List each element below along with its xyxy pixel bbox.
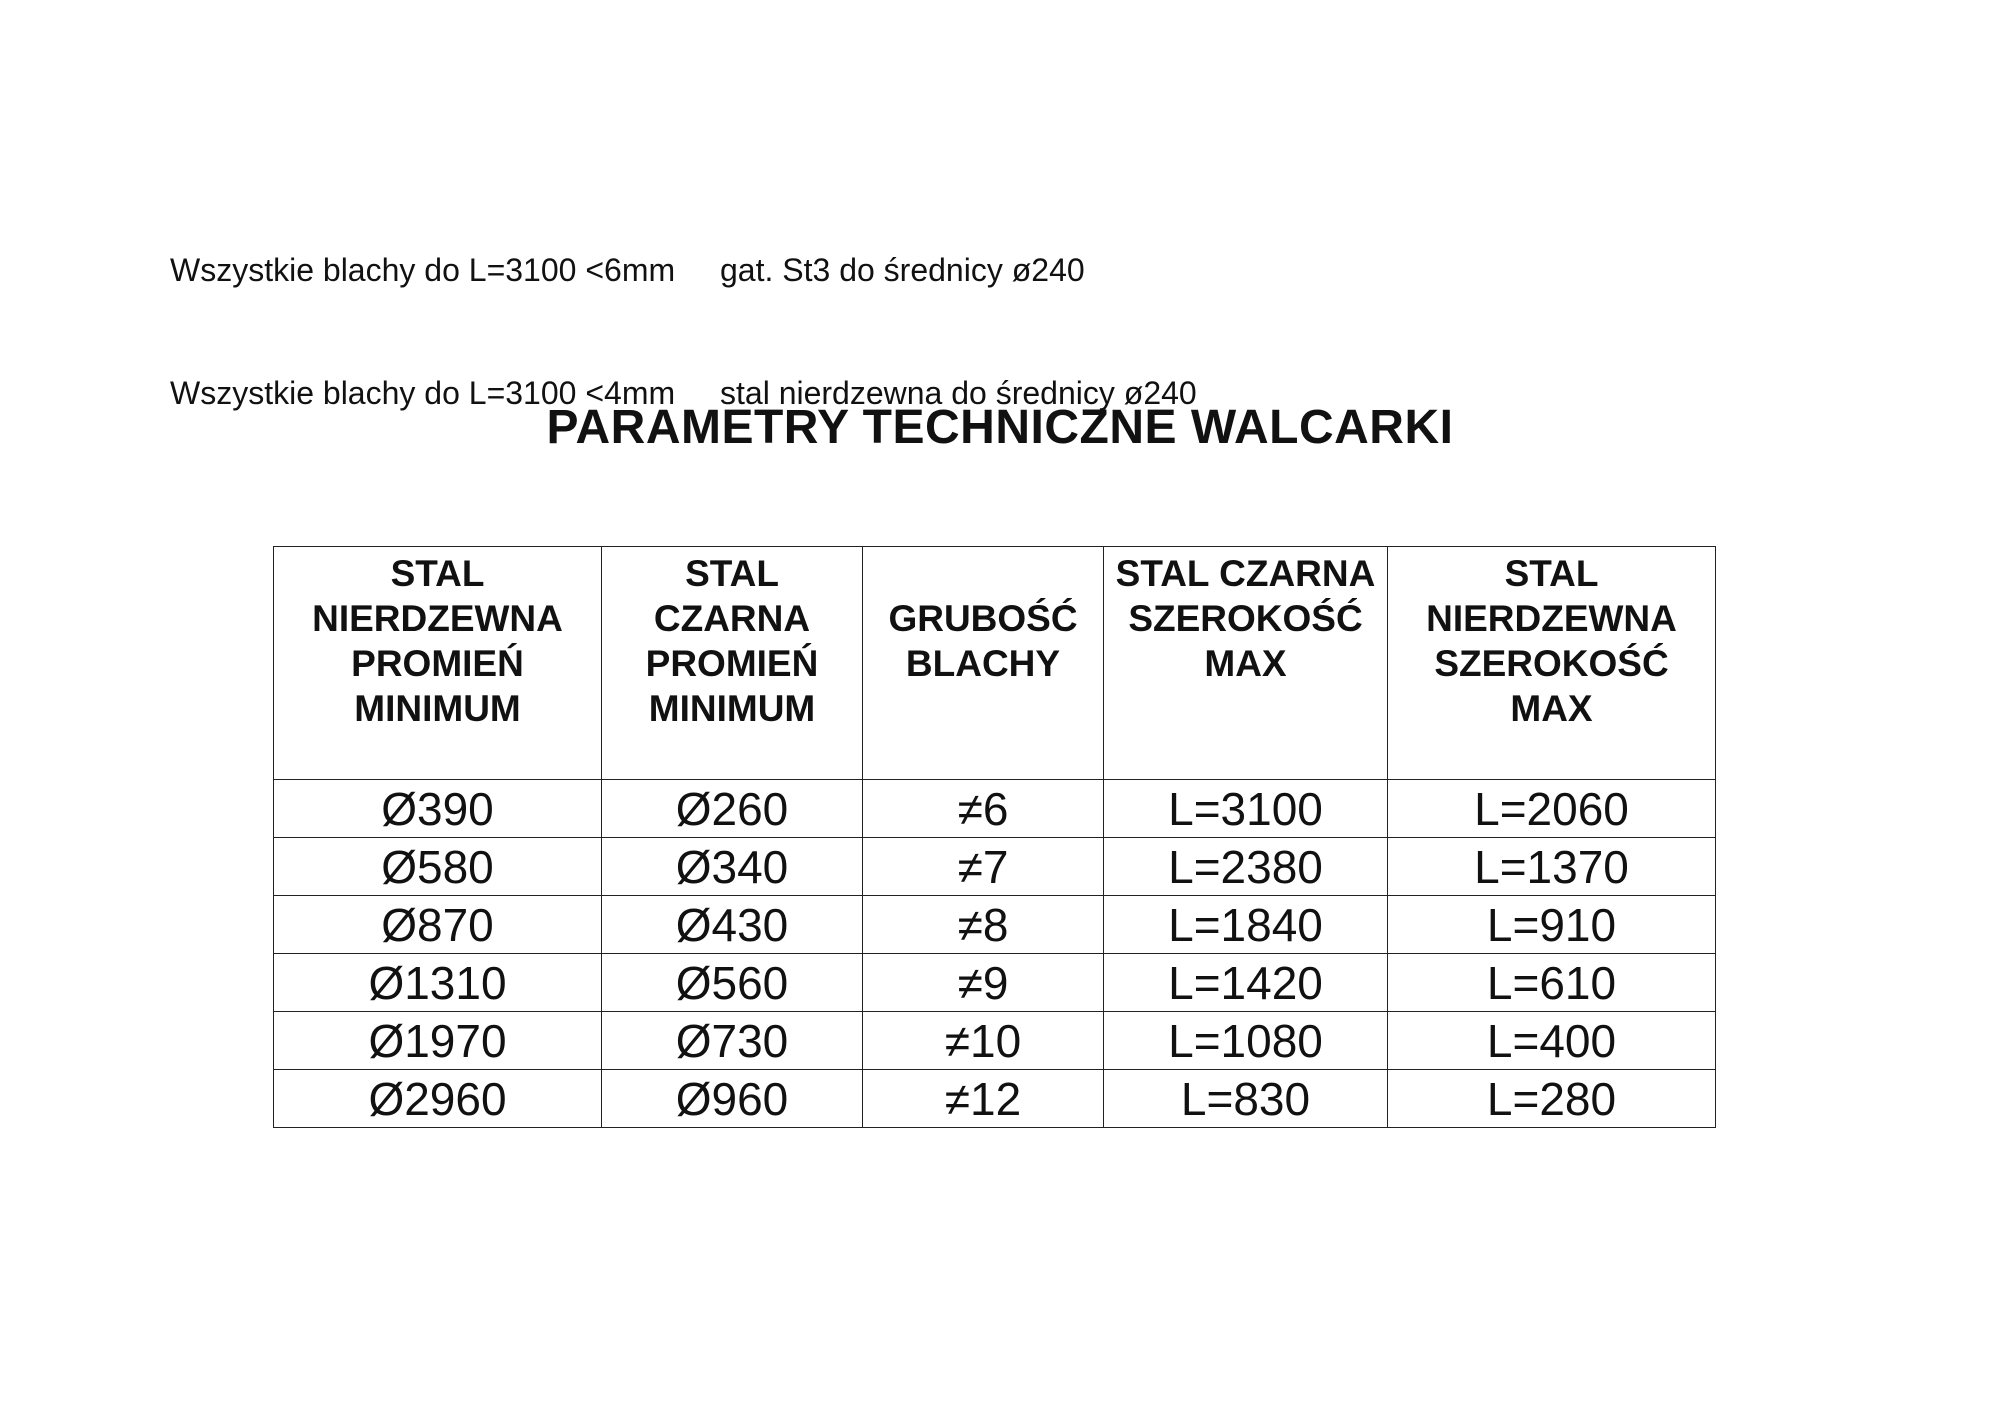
page-title: PARAMETRY TECHNICZNE WALCARKI [546,401,1454,454]
table-header-row [274,547,1716,780]
cell-stainless-radius: Ø1970 [274,1012,602,1070]
cell-stainless-width: L=1370 [1388,838,1716,896]
table-row [274,780,1716,838]
cell-thickness: ≠6 [863,780,1104,838]
cell-black-radius: Ø340 [602,838,863,896]
cell-thickness: ≠10 [863,1012,1104,1070]
cell-thickness: ≠8 [863,896,1104,954]
cell-thickness: ≠9 [863,954,1104,1012]
cell-stainless-width: L=2060 [1388,780,1716,838]
cell-stainless-radius: Ø870 [274,896,602,954]
cell-black-radius: Ø260 [602,780,863,838]
cell-black-width: L=2380 [1104,838,1388,896]
cell-stainless-radius: Ø580 [274,838,602,896]
cell-thickness: ≠7 [863,838,1104,896]
cell-black-radius: Ø730 [602,1012,863,1070]
cell-black-radius: Ø430 [602,896,863,954]
cell-stainless-width: L=400 [1388,1012,1716,1070]
cell-black-width: L=830 [1104,1070,1388,1128]
note-right: stal nierdzewna do średnicy ø240 [720,375,1197,411]
table-row [274,838,1716,896]
cell-stainless-radius: Ø1310 [274,954,602,1012]
note-right: gat. St3 do średnicy ø240 [720,252,1085,288]
cell-black-width: L=1420 [1104,954,1388,1012]
cell-black-width: L=1080 [1104,1012,1388,1070]
note-line [170,250,1197,291]
header-stainless-width: STAL NIERDZEWNA SZEROKOŚĆ MAX [1388,547,1716,780]
cell-stainless-width: L=910 [1388,896,1716,954]
table-row [274,1070,1716,1128]
note-left: Wszystkie blachy do L=3100 <4mm [170,375,676,411]
table-row [274,896,1716,954]
header-black-width: STAL CZARNA SZEROKOŚĆ MAX [1104,547,1388,780]
cell-stainless-width: L=610 [1388,954,1716,1012]
cell-black-radius: Ø960 [602,1070,863,1128]
header-thickness: GRUBOŚĆ BLACHY [863,547,1104,780]
cell-black-width: L=3100 [1104,780,1388,838]
cell-stainless-radius: Ø390 [274,780,602,838]
cell-stainless-radius: Ø2960 [274,1070,602,1128]
table-row [274,1012,1716,1070]
cell-thickness: ≠12 [863,1070,1104,1128]
note-left: Wszystkie blachy do L=3100 <6mm [170,252,676,288]
table-row [274,954,1716,1012]
header-stainless-radius: STAL NIERDZEWNA PROMIEŃ MINIMUM [274,547,602,780]
cell-black-radius: Ø560 [602,954,863,1012]
cell-stainless-width: L=280 [1388,1070,1716,1128]
header-black-radius: STAL CZARNA PROMIEŃ MINIMUM [602,547,863,780]
cell-black-width: L=1840 [1104,896,1388,954]
parameters-table [273,546,1716,1128]
